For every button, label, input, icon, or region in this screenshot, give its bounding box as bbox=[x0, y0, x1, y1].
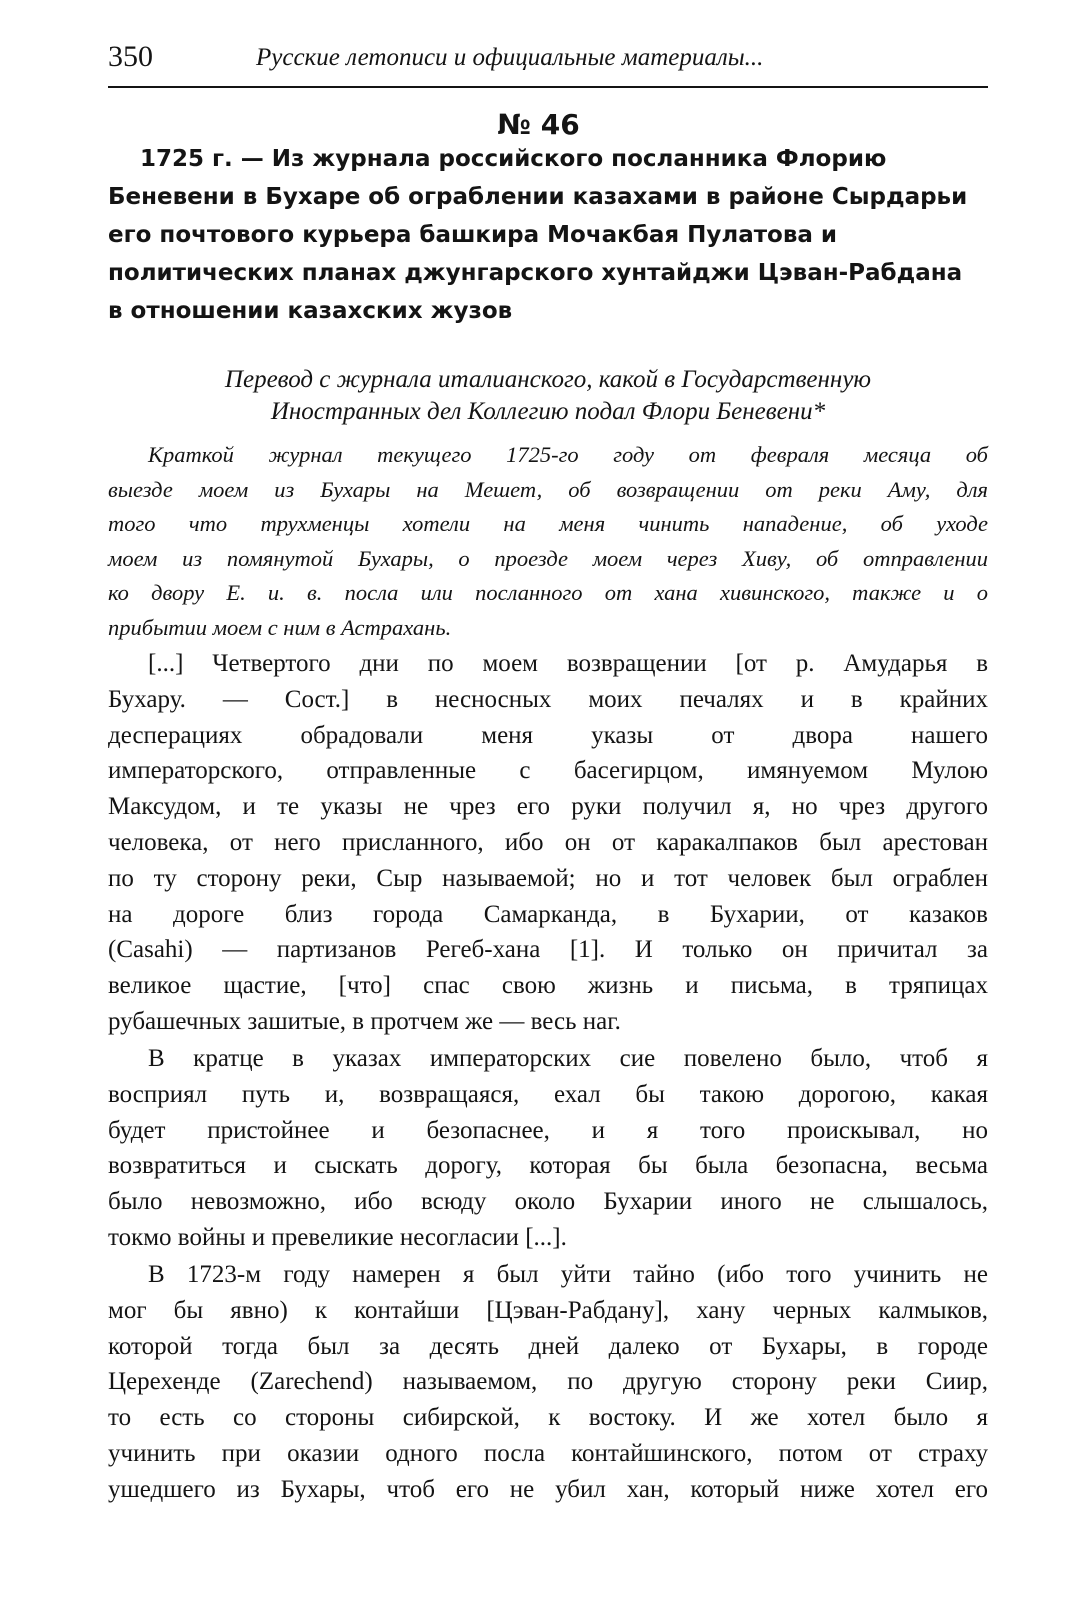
paragraph-line: великое щастие, [что] спас свою жизнь и письма, в тряпицах bbox=[108, 972, 988, 1000]
summary-line: Краткой журнал текущего 1725-го году от февраля месяца об bbox=[148, 442, 988, 467]
summary-line: ко двору Е. и. в. посла или посланного от хана хивинского, также и о bbox=[108, 580, 988, 606]
paragraph-line: В 1723-м году намерен я был уйти тайно (ибо того учинить не bbox=[148, 1261, 988, 1288]
header-rule bbox=[108, 86, 988, 88]
running-head bbox=[108, 40, 988, 80]
paragraph-line: восприял путь и, возвращаяся, ехал бы такою дорогою, какая bbox=[108, 1080, 988, 1108]
source-note bbox=[108, 364, 988, 428]
paragraph-line: возвратиться и сыскать дорогу, которая бы была безопасна, весьма bbox=[108, 1152, 988, 1180]
heading-line: в отношении казахских жузов bbox=[108, 298, 513, 324]
heading-line: Беневени в Бухаре об ограблении казахами в районе Сырдарьи bbox=[108, 184, 968, 210]
document-heading bbox=[108, 140, 988, 330]
paragraph-line: В кратце в указах императорских сие повелено было, чтоб я bbox=[148, 1045, 988, 1072]
paragraph-line: десперациях обрадовали меня указы от двора нашего bbox=[108, 721, 988, 749]
document-number: № 46 bbox=[497, 108, 580, 141]
running-title: Русские летописи и официальные материалы... bbox=[256, 44, 764, 71]
journal-summary bbox=[108, 438, 988, 646]
summary-line: того что трухменцы хотели на меня чинить нападение, об уходе bbox=[108, 511, 988, 537]
paragraph-line: то есть со стороны сибирской, к востоку. И же хотел было я bbox=[108, 1404, 988, 1432]
paragraph-line: Максудом, и те указы не чрез его руки получил я, но чрез другого bbox=[108, 793, 988, 821]
paragraph-line: рубашечных зашитые, в протчем же — весь наг. bbox=[108, 1007, 621, 1035]
paragraph-line: [...] Четвертого дни по моем возвращении [от р. Амударья в bbox=[148, 650, 988, 677]
paragraph-line: (Casahi) — партизанов Регеб-хана [1]. И только он причитал за bbox=[108, 936, 988, 964]
paragraph-line: которой тогда был за десять дней далеко от Бухары, в городе bbox=[108, 1332, 988, 1360]
source-note-line: Иностранных дел Коллегию подал Флори Беневени* bbox=[270, 398, 826, 425]
heading-line: политических планах джунгарского хунтайджи Цэван-Рабдана bbox=[108, 260, 963, 286]
paragraph-line: человека, от него присланного, ибо он от каракалпаков был арестован bbox=[108, 828, 988, 856]
paragraph-line: мог бы явно) к контайши [Цэван-Рабдану], хану черных калмыков, bbox=[108, 1296, 988, 1324]
paragraph-line: будет пристойнее и безопаснее, и я того проискывал, но bbox=[108, 1116, 988, 1144]
body-paragraph-1 bbox=[108, 646, 988, 1040]
body-paragraph-2 bbox=[108, 1041, 988, 1256]
heading-line: его почтового курьера башкира Мочакбая Пулатова и bbox=[108, 222, 838, 248]
paragraph-line: по ту сторону реки, Сыр называемой; но и тот человек был ограблен bbox=[108, 864, 988, 892]
paragraph-line: Бухару. — Сост.] в несносных моих печалях и в крайних bbox=[108, 685, 988, 713]
summary-line: прибытии моем с ним в Астрахань. bbox=[108, 614, 452, 640]
paragraph-line: учинить при оказии одного посла контайшинского, потом от страху bbox=[108, 1439, 988, 1467]
page-number: 350 bbox=[108, 40, 153, 73]
summary-line: выезде моем из Бухары на Мешет, об возвращении от реки Аму, для bbox=[108, 476, 988, 502]
body-paragraph-3 bbox=[108, 1257, 988, 1508]
source-note-line: Перевод с журнала италианского, какой в Государственную bbox=[224, 366, 872, 393]
paragraph-line: было невозможно, ибо всюду около Бухарии иного не слышалось, bbox=[108, 1188, 988, 1216]
heading-line: 1725 г. — Из журнала российского посланника Флорию bbox=[140, 146, 887, 172]
paragraph-line: ушедшего из Бухары, чтоб его не убил хан, который ниже хотел его bbox=[108, 1475, 988, 1503]
paragraph-line: императорского, отправленные с басегирцом, имянуемом Мулою bbox=[108, 757, 988, 785]
summary-line: моем из помянутой Бухары, о проезде моем через Хиву, об отправлении bbox=[108, 545, 988, 571]
paragraph-line: токмо войны и превеликие несогласии [...]. bbox=[108, 1223, 567, 1251]
paragraph-line: на дороге близ города Самарканда, в Бухарии, от казаков bbox=[108, 900, 988, 928]
paragraph-line: Церехенде (Zarechend) называемом, по другую сторону реки Сиир, bbox=[108, 1368, 988, 1396]
